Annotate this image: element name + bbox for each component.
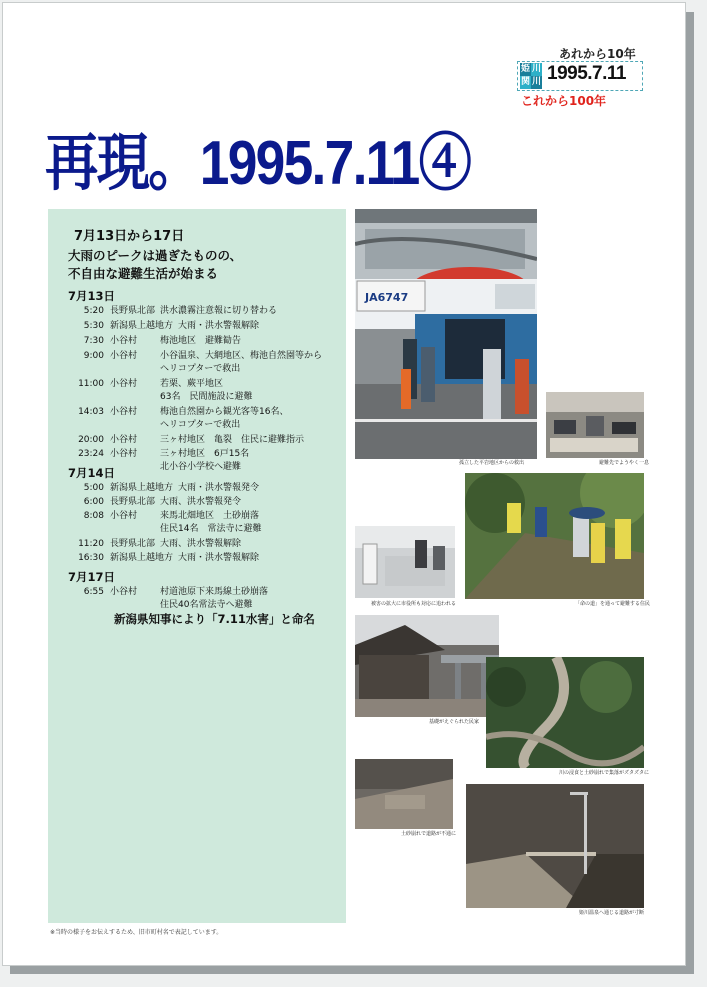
headline-line: 大雨のピークは過ぎたものの、 — [68, 248, 243, 263]
event-time: 9:00 — [83, 351, 104, 361]
damaged-house-photo — [355, 615, 499, 717]
event-time: 14:03 — [78, 407, 104, 417]
severed-road-photo — [466, 784, 644, 908]
event-desc: 大雨・洪水警報発令 — [178, 483, 260, 493]
event-desc: 三ヶ村地区 6戸15名 北小谷小学校へ避難 — [160, 449, 250, 472]
event-time: 5:00 — [83, 483, 104, 493]
event-place: 小谷村 — [110, 511, 138, 521]
event-place: 長野県北部 — [110, 539, 156, 549]
event-desc: 大雨・洪水警報解除 — [178, 321, 260, 331]
river-char: 姫 — [520, 64, 530, 74]
event-desc: 洪水濃霧注意報に切り替わる — [160, 306, 278, 316]
badge-date: 1995.7.11 — [547, 63, 626, 84]
event-desc: 大雨・洪水警報解除 — [178, 553, 260, 563]
event-place: 新潟県上越地方 — [110, 483, 174, 493]
event-place: 長野県北部 — [110, 497, 156, 507]
event-time: 20:00 — [78, 435, 104, 445]
event-place: 小谷村 — [110, 435, 138, 445]
event-time: 6:00 — [83, 497, 104, 507]
event-place: 新潟県上越地方 — [110, 321, 174, 331]
photo-caption: 被害の拡大に市役所も対応に追われる — [371, 601, 457, 607]
event-desc: 来馬北畑地区 土砂崩落 住民14名 常法寺に避難 — [160, 511, 262, 534]
headline-line: 不自由な避難生活が始まる — [68, 266, 219, 281]
event-place: 小谷村 — [110, 407, 138, 417]
photo-caption: 川の浸食と土砂崩れで集落がズタズタに — [559, 770, 650, 776]
anniversary-badge — [517, 41, 645, 111]
event-time: 23:24 — [78, 449, 104, 459]
event-desc: 若栗、蕨平地区 63名 民間施設に避難 — [160, 379, 253, 402]
event-place: 小谷村 — [110, 587, 138, 597]
event-time: 11:20 — [78, 539, 104, 549]
page-title: 再現。1995.7.11④ — [45, 129, 471, 198]
event-place: 小谷村 — [110, 449, 138, 459]
photo-caption: 「命の道」を通って避難する住民 — [575, 601, 651, 607]
photo-caption: 避難先でようやく一息 — [599, 460, 650, 466]
river-logo — [520, 63, 542, 89]
event-desc: 大雨、洪水警報解除 — [160, 539, 242, 549]
event-time: 7:30 — [83, 336, 104, 346]
event-desc: 大雨、洪水警報発令 — [160, 497, 242, 507]
mountain-path-photo — [465, 473, 644, 599]
period-heading: 7月13日から17日 — [74, 229, 185, 244]
event-desc: 梅池地区 避難勧告 — [160, 336, 242, 346]
badge-bottom-text: これから100年 — [521, 94, 607, 108]
footnote: ※当時の様子をお伝えするため、旧市町村名で表記しています。 — [50, 929, 223, 936]
event-desc: 梅池自然園から観光客等16名、 ヘリコプターで救出 — [160, 407, 289, 430]
headline — [68, 247, 242, 283]
event-time: 16:30 — [78, 553, 104, 563]
document-page — [2, 2, 686, 966]
day-label: 7月14日 — [68, 466, 116, 480]
day-label: 7月13日 — [68, 289, 116, 303]
timeline-panel — [48, 209, 346, 923]
day-label: 7月17日 — [68, 570, 116, 584]
photo-caption: 土砂崩れで道路が不通に — [401, 831, 457, 837]
event-desc: 三ヶ村地区 亀裂 住民に避難指示 — [160, 435, 305, 445]
conclusion: 新潟県知事により「7.11水害」と命名 — [114, 612, 315, 626]
shelter-photo — [546, 392, 644, 458]
event-place: 新潟県上越地方 — [110, 553, 174, 563]
event-desc: 小谷温泉、大網地区、梅池自然園等から ヘリコプターで救出 — [160, 351, 323, 374]
photo-caption: 基礎がえぐられた民家 — [429, 719, 480, 725]
landslide-village-photo — [486, 657, 644, 768]
office-photo — [355, 526, 455, 598]
event-place: 小谷村 — [110, 336, 138, 346]
helicopter-registration: JA6747 — [365, 291, 409, 304]
event-time: 6:55 — [83, 587, 104, 597]
event-time: 11:00 — [78, 379, 104, 389]
event-time: 5:20 — [83, 306, 104, 316]
photo-caption: 孤立した平岩地区からの救出 — [459, 460, 525, 466]
event-place: 長野県北部 — [110, 306, 156, 316]
helicopter-photo — [355, 209, 537, 459]
photo-caption: 姫川温泉へ通じる道路が寸断 — [579, 910, 645, 916]
event-time: 8:08 — [83, 511, 104, 521]
river-char: 関 — [520, 77, 530, 87]
event-desc: 村道池原下来馬線土砂崩落 住民40名常法寺へ避難 — [160, 587, 269, 610]
badge-top-text: あれから10年 — [559, 47, 636, 61]
blocked-road-photo — [355, 759, 453, 829]
river-char: 川 — [531, 64, 541, 74]
river-char: 川 — [531, 77, 541, 87]
event-place: 小谷村 — [110, 379, 138, 389]
event-time: 5:30 — [83, 321, 104, 331]
event-place: 小谷村 — [110, 351, 138, 361]
